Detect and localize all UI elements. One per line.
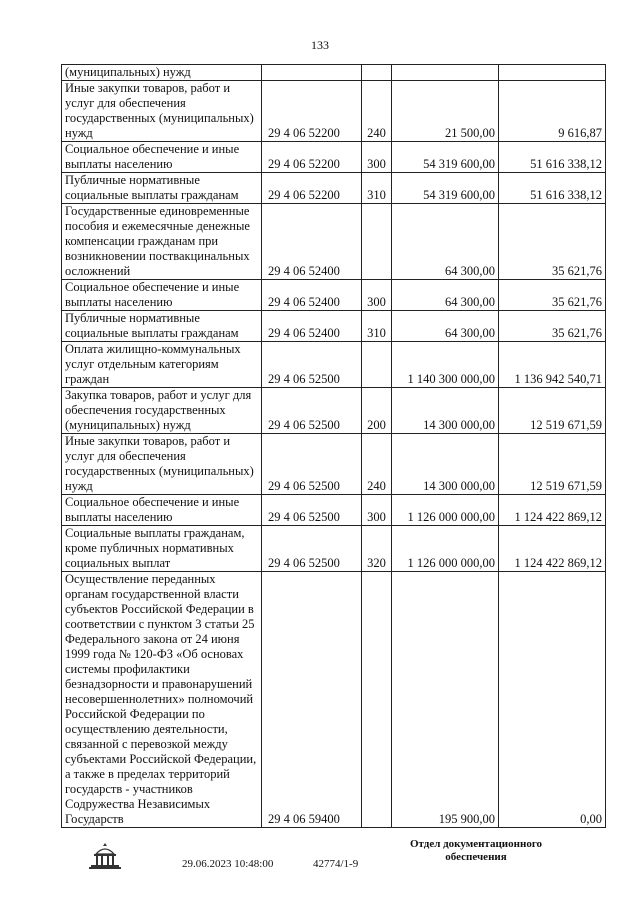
table-row xyxy=(62,495,606,526)
timestamp: 29.06.2023 10:48:00 xyxy=(182,858,274,870)
row-actual-amount: 1 136 942 540,71 xyxy=(499,342,606,388)
row-code: 29 4 06 52400 xyxy=(262,280,362,311)
row-planned-amount xyxy=(392,65,499,81)
row-code: 29 4 06 52500 xyxy=(262,342,362,388)
row-expense-type: 320 xyxy=(362,526,392,572)
row-code xyxy=(262,65,362,81)
row-actual-amount: 1 124 422 869,12 xyxy=(499,526,606,572)
row-name: Социальные выплаты гражданам, кроме публичных нормативных социальных выплат xyxy=(62,526,262,572)
row-planned-amount: 14 300 000,00 xyxy=(392,434,499,495)
row-actual-amount xyxy=(499,65,606,81)
row-code: 29 4 06 52500 xyxy=(262,526,362,572)
row-name: (муниципальных) нужд xyxy=(62,65,262,81)
row-actual-amount: 0,00 xyxy=(499,572,606,828)
row-expense-type: 200 xyxy=(362,388,392,434)
row-name: Оплата жилищно-коммунальных услуг отдельным категориям граждан xyxy=(62,342,262,388)
row-actual-amount: 1 124 422 869,12 xyxy=(499,495,606,526)
row-planned-amount: 21 500,00 xyxy=(392,81,499,142)
table-row xyxy=(62,342,606,388)
table-row xyxy=(62,434,606,495)
row-expense-type: 300 xyxy=(362,280,392,311)
row-actual-amount: 12 519 671,59 xyxy=(499,388,606,434)
row-expense-type: 300 xyxy=(362,142,392,173)
row-expense-type: 240 xyxy=(362,81,392,142)
table-row xyxy=(62,280,606,311)
table-row xyxy=(62,173,606,204)
document-number: 42774/1-9 xyxy=(313,858,359,870)
row-actual-amount: 9 616,87 xyxy=(499,81,606,142)
row-actual-amount: 51 616 338,12 xyxy=(499,142,606,173)
page-footer xyxy=(0,838,640,904)
row-planned-amount: 64 300,00 xyxy=(392,311,499,342)
row-code: 29 4 06 59400 xyxy=(262,572,362,828)
row-code: 29 4 06 52400 xyxy=(262,311,362,342)
row-code: 29 4 06 52500 xyxy=(262,434,362,495)
row-code: 29 4 06 52200 xyxy=(262,142,362,173)
row-planned-amount: 1 140 300 000,00 xyxy=(392,342,499,388)
page-number: 133 xyxy=(311,38,329,52)
row-expense-type: 300 xyxy=(362,495,392,526)
row-planned-amount: 64 300,00 xyxy=(392,204,499,280)
row-planned-amount: 195 900,00 xyxy=(392,572,499,828)
table-row xyxy=(62,388,606,434)
row-actual-amount: 35 621,76 xyxy=(499,311,606,342)
row-planned-amount: 1 126 000 000,00 xyxy=(392,526,499,572)
department-stamp: Отдел документационного обеспечения xyxy=(409,838,543,863)
row-actual-amount: 35 621,76 xyxy=(499,280,606,311)
row-planned-amount: 64 300,00 xyxy=(392,280,499,311)
table-row xyxy=(62,81,606,142)
row-name: Закупка товаров, работ и услуг для обеспечения государственных (муниципальных) нужд xyxy=(62,388,262,434)
row-actual-amount: 51 616 338,12 xyxy=(499,173,606,204)
row-code: 29 4 06 52200 xyxy=(262,173,362,204)
row-code: 29 4 06 52400 xyxy=(262,204,362,280)
table-row xyxy=(62,311,606,342)
row-code: 29 4 06 52500 xyxy=(262,388,362,434)
row-expense-type xyxy=(362,204,392,280)
row-name: Социальное обеспечение и иные выплаты населению xyxy=(62,280,262,311)
row-name: Иные закупки товаров, работ и услуг для обеспечения государственных (муниципальных) нужд xyxy=(62,434,262,495)
row-planned-amount: 54 319 600,00 xyxy=(392,173,499,204)
row-code: 29 4 06 52500 xyxy=(262,495,362,526)
row-name: Государственные единовременные пособия и ежемесячные денежные компенсации гражданам при возникновении поствакцинальных осложнений xyxy=(62,204,262,280)
row-expense-type: 310 xyxy=(362,311,392,342)
row-expense-type xyxy=(362,572,392,828)
row-actual-amount: 35 621,76 xyxy=(499,204,606,280)
row-planned-amount: 14 300 000,00 xyxy=(392,388,499,434)
row-code: 29 4 06 52200 xyxy=(262,81,362,142)
duma-emblem-icon xyxy=(88,842,122,870)
row-expense-type xyxy=(362,65,392,81)
row-planned-amount: 1 126 000 000,00 xyxy=(392,495,499,526)
table-row xyxy=(62,204,606,280)
row-expense-type xyxy=(362,342,392,388)
row-expense-type: 240 xyxy=(362,434,392,495)
table-row xyxy=(62,142,606,173)
row-actual-amount: 12 519 671,59 xyxy=(499,434,606,495)
row-name: Публичные нормативные социальные выплаты гражданам xyxy=(62,311,262,342)
row-name: Осуществление переданных органам государственной власти субъектов Российской Федерации в соответствии с пунктом 3 статьи 25 Федерального закона от 24 июня 1999 года № 120-ФЗ «Об основах системы профилактики безнадзорности и правонарушений несовершеннолетних» полномочий Российской Федерации по осуществлению деятельности, связанной с перевозкой между субъектами Российской Федерации, а также в пределах территорий государств - участников Содружества Независимых Государств xyxy=(62,572,262,828)
row-name: Социальное обеспечение и иные выплаты населению xyxy=(62,495,262,526)
row-name: Социальное обеспечение и иные выплаты населению xyxy=(62,142,262,173)
row-expense-type: 310 xyxy=(362,173,392,204)
row-planned-amount: 54 319 600,00 xyxy=(392,142,499,173)
table-row xyxy=(62,526,606,572)
row-name: Иные закупки товаров, работ и услуг для обеспечения государственных (муниципальных) нужд xyxy=(62,81,262,142)
row-name: Публичные нормативные социальные выплаты гражданам xyxy=(62,173,262,204)
table-row xyxy=(62,572,606,828)
table-row xyxy=(62,65,606,81)
budget-table xyxy=(61,64,606,828)
